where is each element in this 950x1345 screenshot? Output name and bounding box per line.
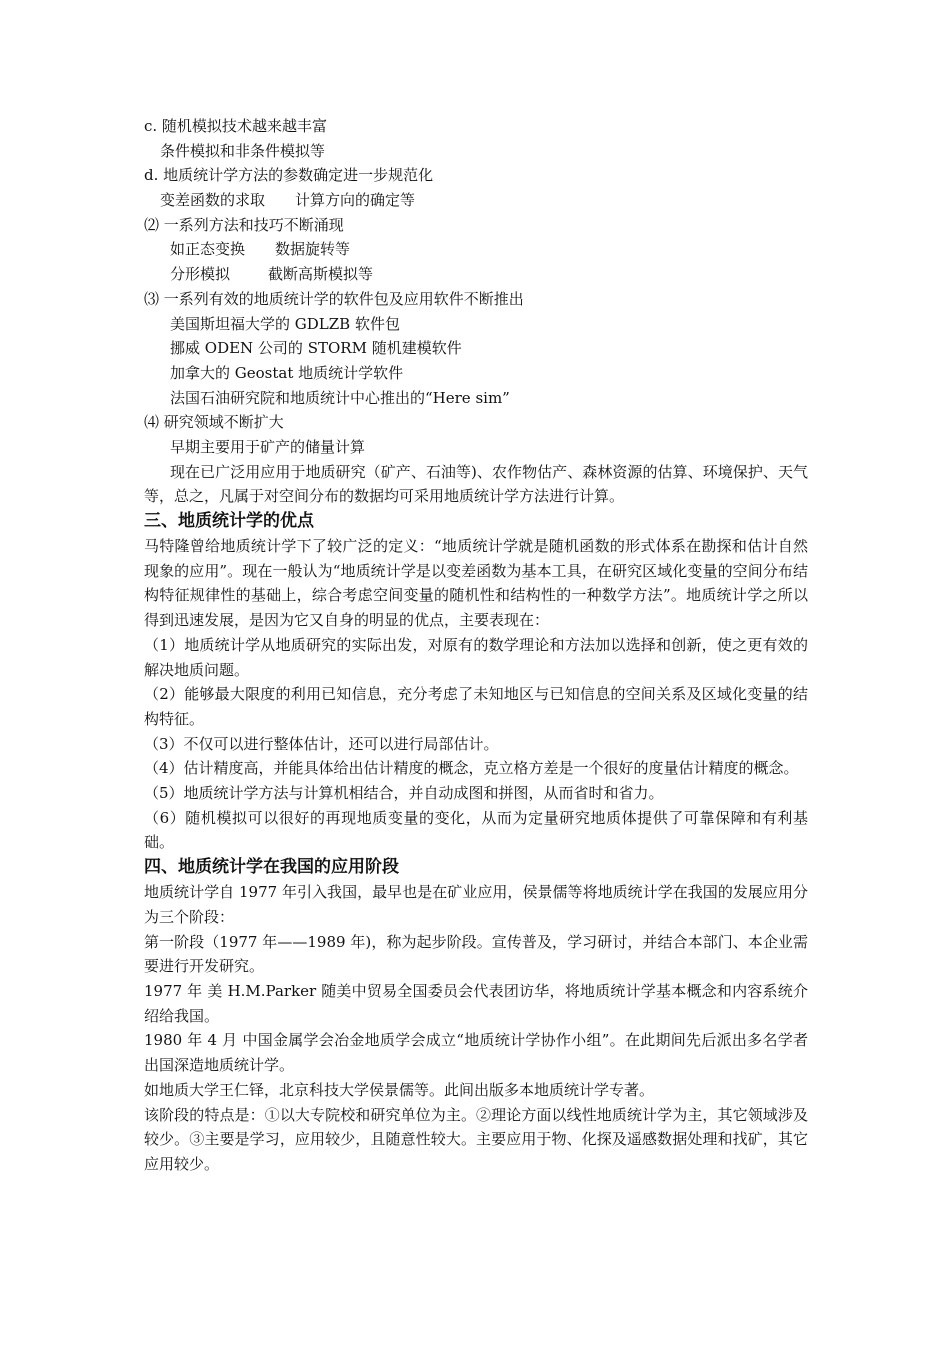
point-2-detail-a-2: 数据旋转等 bbox=[275, 240, 351, 259]
point-2-detail-b-2: 截断高斯模拟等 bbox=[268, 265, 374, 284]
section-4-paragraph: 地质统计学自 1977 年引入我国，最早也是在矿业应用，侯景儒等将地质统计学在我国的发展应用分为三个阶段： bbox=[144, 883, 808, 926]
item-d-detail-1: 变差函数的求取 bbox=[160, 191, 266, 210]
section-3-title: 三、地质统计学的优点 bbox=[144, 511, 314, 532]
item-d-detail bbox=[144, 188, 808, 213]
point-2-detail-b bbox=[144, 262, 808, 287]
software-item: 美国斯坦福大学的 GDLZB 软件包 bbox=[170, 314, 400, 333]
point-4-detail: 早期主要用于矿产的储量计算 bbox=[170, 437, 366, 456]
document-page bbox=[144, 114, 808, 1177]
point-2-detail-a-1: 如正态变换 bbox=[170, 240, 246, 259]
software-item: 法国石油研究院和地质统计中心推出的“Here sim” bbox=[170, 388, 510, 407]
point-4-paragraph: 现在已广泛用应用于地质研究（矿产、石油等)、农作物估产、森林资源的估算、环境保护、天气等，总之，凡属于对空间分布的数据均可采用地质统计学方法进行计算。 bbox=[144, 462, 808, 506]
point-3-heading: ⑶ 一系列有效的地质统计学的软件包及应用软件不断推出 bbox=[144, 289, 524, 308]
advantage-item: （3）不仅可以进行整体估计，还可以进行局部估计。 bbox=[144, 734, 499, 753]
section-4-paragraph: 1980 年 4 月 中国金属学会冶金地质学会成立“地质统计学协作小组”。在此期间先后派出多名学者出国深造地质统计学。 bbox=[144, 1031, 808, 1075]
software-item: 加拿大的 Geostat 地质统计学软件 bbox=[170, 363, 404, 382]
point-2-heading: ⑵ 一系列方法和技巧不断涌现 bbox=[144, 215, 344, 234]
advantage-item: （5）地质统计学方法与计算机相结合，并自动成图和拼图，从而省时和省力。 bbox=[144, 784, 664, 803]
section-3-intro: 马特隆曾给地质统计学下了较广泛的定义：“地质统计学就是随机函数的形式体系在勘探和估计自然现象的应用”。现在一般认为“地质统计学是以变差函数为基本工具，在研究区域化变量的空间分布结构特征规律性的基础上，综合考虑空间变量的随机性和结构性的一种数学方法”。地质统计学之所以得到迅速发展，是因为它又自身的明显的优点，主要表现在： bbox=[144, 537, 808, 630]
advantage-item: （6）随机模拟可以很好的再现地质变量的变化，从而为定量研究地质体提供了可靠保障和有利基础。 bbox=[144, 808, 808, 852]
software-item: 挪威 ODEN 公司的 STORM 随机建模软件 bbox=[170, 339, 462, 358]
item-d-heading: d. 地质统计学方法的参数确定进一步规范化 bbox=[144, 166, 434, 185]
advantage-item: （1）地质统计学从地质研究的实际出发，对原有的数学理论和方法加以选择和创新，使之更有效的解决地质问题。 bbox=[144, 635, 808, 679]
point-2-detail-a bbox=[144, 237, 808, 262]
section-4-paragraph: 如地质大学王仁铎，北京科技大学侯景儒等。此间出版多本地质统计学专著。 bbox=[144, 1080, 655, 1099]
section-4-paragraph: 1977 年 美 H.M.Parker 随美中贸易全国委员会代表团访华，将地质统计学基本概念和内容系统介绍给我国。 bbox=[144, 981, 808, 1025]
section-4-paragraph: 该阶段的特点是：①以大专院校和研究单位为主。②理论方面以线性地质统计学为主，其它领域涉及较少。③主要是学习，应用较少，且随意性较大。主要应用于物、化探及遥感数据处理和找矿，其它应用较少。 bbox=[144, 1105, 808, 1173]
point-4-heading: ⑷ 研究领域不断扩大 bbox=[144, 413, 284, 432]
item-c-heading: c. 随机模拟技术越来越丰富 bbox=[144, 117, 327, 135]
advantage-item: （4）估计精度高，并能具体给出估计精度的概念，克立格方差是一个很好的度量估计精度的概念。 bbox=[144, 759, 799, 778]
section-4-title: 四、地质统计学在我国的应用阶段 bbox=[144, 857, 399, 878]
section-4-paragraph: 第一阶段（1977 年——1989 年)，称为起步阶段。宣传普及，学习研讨，并结合本部门、本企业需要进行开发研究。 bbox=[144, 932, 808, 976]
item-d-detail-2: 计算方向的确定等 bbox=[295, 191, 416, 210]
item-c-detail: 条件模拟和非条件模拟等 bbox=[160, 141, 326, 160]
advantage-item: （2）能够最大限度的利用已知信息，充分考虑了未知地区与已知信息的空间关系及区域化变量的结构特征。 bbox=[144, 685, 808, 728]
point-2-detail-b-1: 分形模拟 bbox=[170, 265, 231, 284]
